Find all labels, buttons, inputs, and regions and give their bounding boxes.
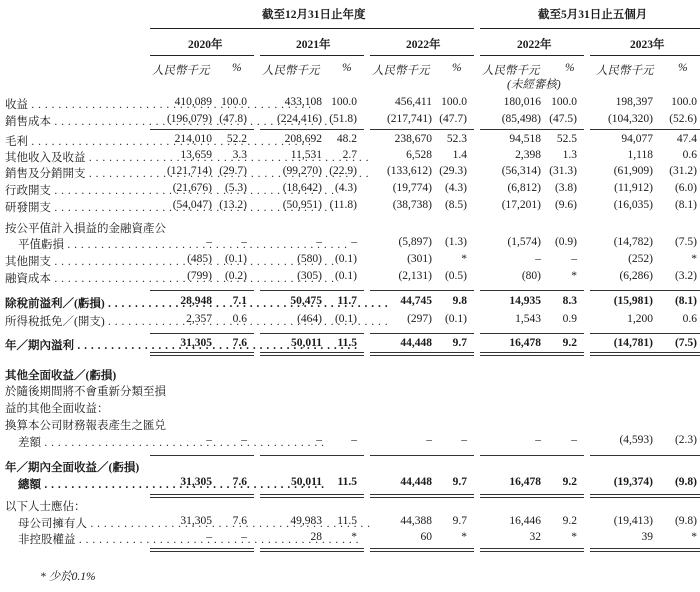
percent-cell: (0.1)	[444, 313, 467, 325]
amount-cell: 180,016	[503, 96, 541, 108]
amount-cell: (99,270)	[282, 165, 322, 177]
percent-cell: 9.2	[562, 515, 577, 527]
percent-cell: (3.8)	[554, 182, 577, 194]
percent-cell: 9.7	[452, 337, 467, 349]
percent-cell: (0.1)	[334, 270, 357, 282]
double-rule-profit	[590, 352, 700, 356]
rule-after-cost	[260, 129, 364, 130]
pct-label: %	[452, 62, 462, 74]
amount-cell: (580)	[297, 253, 322, 265]
amount-cell: (217,741)	[386, 113, 432, 125]
rule-after-cost	[480, 129, 584, 130]
amount-cell: 214,010	[174, 133, 212, 145]
pct-label: %	[678, 62, 688, 74]
double-rule-total	[480, 494, 584, 498]
amount-cell: 32	[529, 531, 541, 543]
double-rule-attrib	[590, 548, 700, 552]
rule-before-total	[260, 455, 364, 456]
percent-cell: 7.6	[232, 476, 247, 488]
amount-cell: 31,305	[180, 337, 212, 349]
amount-cell: (297)	[407, 313, 432, 325]
amount-cell: (6,286)	[619, 270, 653, 282]
row-label: 平值虧損 . . .	[18, 236, 138, 252]
year-underline-3	[370, 55, 474, 56]
percent-cell: *	[691, 253, 697, 265]
percent-cell: (2.3)	[674, 434, 697, 446]
percent-cell: 0.6	[682, 149, 697, 161]
rule-before-profit	[260, 333, 364, 334]
amount-cell: (85,498)	[501, 113, 541, 125]
pct-label: %	[232, 62, 242, 74]
double-rule-profit	[480, 352, 584, 356]
double-rule-profit	[150, 352, 254, 356]
rule-before-total	[370, 455, 474, 456]
percent-cell: (1.3)	[444, 236, 467, 248]
amount-cell: (485)	[187, 253, 212, 265]
amount-cell: (4,593)	[619, 434, 653, 446]
amount-cell: 16,478	[509, 476, 541, 488]
amount-cell: 2,398	[515, 149, 541, 161]
percent-cell: (52.6)	[669, 113, 697, 125]
amount-cell: 50,011	[291, 476, 322, 488]
percent-cell: (8.5)	[444, 199, 467, 211]
amount-cell: (56,314)	[501, 165, 541, 177]
percent-cell: (0.2)	[224, 270, 247, 282]
row-label: 於隨後期間將不會重新分類至損	[5, 386, 166, 398]
percent-cell: (31.3)	[549, 165, 577, 177]
percent-cell: (13.2)	[219, 199, 247, 211]
amount-cell: 1,543	[515, 313, 541, 325]
percent-cell: (5.3)	[224, 182, 247, 194]
percent-cell: (31.2)	[669, 165, 697, 177]
amount-cell: 28	[310, 531, 322, 543]
row-label: 益的其他全面收益：	[5, 403, 109, 415]
unit-label: 人民幣千元	[262, 65, 320, 77]
amount-cell: 28,948	[180, 295, 212, 307]
percent-cell: (0.5)	[444, 270, 467, 282]
amount-cell: (18,642)	[282, 182, 322, 194]
percent-cell: 1.4	[452, 149, 467, 161]
percent-cell: –	[241, 434, 247, 446]
unit-label: 人民幣千元	[482, 65, 540, 77]
row-label: 年／期內溢利 . . .	[5, 337, 138, 353]
percent-cell: (0.9)	[554, 236, 577, 248]
row-label: 其他開支 . . .	[5, 253, 138, 269]
percent-cell: *	[571, 270, 577, 282]
amount-cell: 2,357	[186, 313, 212, 325]
percent-cell: 0.9	[562, 313, 577, 325]
percent-cell: –	[241, 531, 247, 543]
double-rule-attrib	[370, 548, 474, 552]
rule-before-pbt	[480, 290, 584, 291]
amount-cell: 49,983	[290, 515, 322, 527]
amount-cell: 1,200	[627, 313, 653, 325]
percent-cell: 8.3	[562, 295, 577, 307]
amount-cell: (19,413)	[613, 515, 653, 527]
amount-cell: (464)	[297, 313, 322, 325]
rule-after-cost	[590, 129, 700, 130]
double-rule-attrib	[260, 548, 364, 552]
amount-cell: –	[426, 434, 432, 446]
rule-before-profit	[370, 333, 474, 334]
percent-cell: –	[571, 434, 577, 446]
amount-cell: (54,047)	[172, 199, 212, 211]
amount-cell: (5,897)	[398, 236, 432, 248]
row-label: 銷售成本 . . .	[5, 113, 138, 129]
amount-cell: 44,745	[400, 295, 432, 307]
amount-cell: (11,912)	[614, 182, 653, 194]
rule-before-total	[480, 455, 584, 456]
percent-cell: 100.0	[221, 96, 247, 108]
amount-cell: 16,446	[509, 515, 541, 527]
group-title-five-months: 截至5月31日止五個月	[538, 9, 648, 21]
amount-cell: 94,518	[509, 133, 541, 145]
unit-label: 人民幣千元	[372, 65, 430, 77]
amount-cell: (14,782)	[613, 236, 653, 248]
pct-label: %	[565, 62, 575, 74]
percent-cell: 3.3	[232, 149, 247, 161]
double-rule-total	[260, 494, 364, 498]
percent-cell: *	[571, 531, 577, 543]
percent-cell: 2.7	[342, 149, 357, 161]
amount-cell: 94,077	[621, 133, 653, 145]
percent-cell: 9.2	[562, 337, 577, 349]
percent-cell: (7.5)	[674, 236, 697, 248]
amount-cell: 238,670	[394, 133, 432, 145]
percent-cell: (0.1)	[224, 253, 247, 265]
percent-cell: (47.7)	[439, 113, 467, 125]
amount-cell: –	[206, 434, 212, 446]
row-label: 非控股權益 . . .	[18, 531, 138, 547]
percent-cell: 11.5	[337, 476, 357, 488]
rule-after-cost	[150, 129, 254, 130]
amount-cell: 50,475	[290, 295, 322, 307]
rule-before-pbt	[260, 290, 364, 291]
percent-cell: 11.5	[337, 515, 357, 527]
year-header-2021: 2021年	[296, 39, 331, 51]
percent-cell: (9.8)	[674, 515, 697, 527]
rule-after-cost	[370, 129, 474, 130]
row-label: 毛利 . . .	[5, 133, 138, 149]
amount-cell: 60	[420, 531, 432, 543]
amount-cell: 1,118	[627, 149, 653, 161]
row-label: 所得稅抵免／(開支) . . .	[5, 313, 138, 329]
row-label: 按公平值計入損益的金融資產公	[5, 223, 166, 235]
row-label: 除稅前溢利／(虧損) . . .	[5, 295, 138, 311]
amount-cell: (799)	[187, 270, 212, 282]
row-label: 銷售及分銷開支 . . .	[5, 165, 138, 181]
amount-cell: (196,079)	[166, 113, 212, 125]
percent-cell: 47.4	[676, 133, 697, 145]
year-header-2023-5m: 2023年	[630, 39, 665, 51]
amount-cell: (301)	[407, 253, 432, 265]
percent-cell: 9.2	[562, 476, 577, 488]
percent-cell: *	[691, 531, 697, 543]
amount-cell: (14,781)	[613, 337, 653, 349]
rule-before-total	[150, 455, 254, 456]
percent-cell: –	[351, 236, 357, 248]
year-header-2022: 2022年	[406, 39, 441, 51]
percent-cell: –	[351, 434, 357, 446]
row-label: 融資成本 . . .	[5, 270, 138, 286]
row-label: 差額 . . .	[18, 434, 138, 450]
year-header-2022-5m: 2022年	[517, 39, 552, 51]
percent-cell: (9.8)	[674, 476, 697, 488]
percent-cell: (7.5)	[674, 337, 697, 349]
percent-cell: –	[461, 434, 467, 446]
percent-cell: 0.6	[232, 313, 247, 325]
amount-cell: (2,131)	[398, 270, 432, 282]
amount-cell: 6,528	[406, 149, 432, 161]
footnote: * 少於0.1%	[40, 571, 96, 583]
amount-cell: 39	[641, 531, 653, 543]
percent-cell: (3.2)	[674, 270, 697, 282]
amount-cell: (21,676)	[172, 182, 212, 194]
amount-cell: 208,692	[284, 133, 322, 145]
percent-cell: (9.6)	[554, 199, 577, 211]
unit-label: 人民幣千元	[596, 65, 654, 77]
amount-cell: (19,774)	[392, 182, 432, 194]
percent-cell: (0.1)	[334, 253, 357, 265]
double-rule-total	[370, 494, 474, 498]
row-label: 其他全面收益／(虧損)	[5, 370, 117, 382]
percent-cell: 100.0	[551, 96, 577, 108]
double-rule-total	[590, 494, 700, 498]
percent-cell: (6.0)	[674, 182, 697, 194]
row-label: 母公司擁有人 . . .	[18, 515, 138, 531]
year-underline-5	[590, 55, 700, 56]
amount-cell: (16,035)	[613, 199, 653, 211]
amount-cell: (17,201)	[501, 199, 541, 211]
double-rule-profit	[260, 352, 364, 356]
double-rule-total	[150, 494, 254, 498]
percent-cell: 52.5	[556, 133, 577, 145]
year-underline-1	[150, 55, 254, 56]
percent-cell: 11.7	[337, 295, 357, 307]
percent-cell: 9.7	[452, 476, 467, 488]
rule-before-pbt	[150, 290, 254, 291]
amount-cell: –	[316, 434, 322, 446]
amount-cell: –	[535, 253, 541, 265]
percent-cell: (8.1)	[674, 199, 697, 211]
year-underline-2	[260, 55, 364, 56]
rule-before-pbt	[590, 290, 700, 291]
percent-cell: (29.7)	[219, 165, 247, 177]
percent-cell: –	[241, 236, 247, 248]
amount-cell: (6,812)	[507, 182, 541, 194]
percent-cell: 52.2	[226, 133, 247, 145]
percent-cell: (47.8)	[219, 113, 247, 125]
rule-before-profit	[150, 333, 254, 334]
amount-cell: (50,951)	[282, 199, 322, 211]
percent-cell: 52.3	[446, 133, 467, 145]
percent-cell: (11.8)	[329, 199, 357, 211]
amount-cell: 198,397	[615, 96, 653, 108]
percent-cell: (8.1)	[674, 295, 697, 307]
percent-cell: 9.7	[452, 515, 467, 527]
double-rule-profit	[370, 352, 474, 356]
amount-cell: 456,411	[395, 96, 432, 108]
amount-cell: 50,011	[291, 337, 322, 349]
amount-cell: 16,478	[509, 337, 541, 349]
amount-cell: 433,108	[284, 96, 322, 108]
amount-cell: (133,612)	[386, 165, 432, 177]
unaudited-note: (未經審核)	[507, 79, 561, 91]
amount-cell: 410,089	[174, 96, 212, 108]
amount-cell: 31,305	[180, 515, 212, 527]
row-label: 研發開支 . . .	[5, 199, 138, 215]
amount-cell: 44,448	[400, 476, 432, 488]
percent-cell: (0.1)	[334, 313, 357, 325]
rule-before-pbt	[370, 290, 474, 291]
unit-label: 人民幣千元	[152, 65, 210, 77]
group-underline-1	[150, 28, 474, 29]
amount-cell: (305)	[297, 270, 322, 282]
year-underline-4	[480, 55, 584, 56]
amount-cell: (80)	[521, 270, 541, 282]
amount-cell: 44,388	[400, 515, 432, 527]
row-label: 其他收入及收益 . . .	[5, 149, 138, 165]
pct-label: %	[342, 62, 352, 74]
rule-before-profit	[480, 333, 584, 334]
year-header-2020: 2020年	[188, 39, 223, 51]
percent-cell: (4.3)	[444, 182, 467, 194]
percent-cell: 100.0	[671, 96, 697, 108]
percent-cell: 100.0	[441, 96, 467, 108]
percent-cell: (47.5)	[549, 113, 577, 125]
amount-cell: (252)	[628, 253, 653, 265]
group-underline-2	[480, 28, 700, 29]
percent-cell: 7.6	[232, 515, 247, 527]
amount-cell: (38,738)	[392, 199, 432, 211]
double-rule-attrib	[480, 548, 584, 552]
amount-cell: –	[206, 236, 212, 248]
amount-cell: (121,714)	[166, 165, 212, 177]
percent-cell: 1.3	[562, 149, 577, 161]
amount-cell: (104,320)	[607, 113, 653, 125]
row-label: 以下人士應佔：	[5, 501, 86, 513]
percent-cell: (4.3)	[334, 182, 357, 194]
amount-cell: –	[535, 434, 541, 446]
rule-before-total	[590, 455, 700, 456]
double-rule-attrib	[150, 548, 254, 552]
percent-cell: 48.2	[336, 133, 357, 145]
row-label: 換算本公司財務報表產生之匯兑	[5, 420, 166, 432]
amount-cell: –	[316, 236, 322, 248]
percent-cell: 100.0	[331, 96, 357, 108]
amount-cell: (224,416)	[276, 113, 322, 125]
percent-cell: (22.9)	[329, 165, 357, 177]
percent-cell: 0.6	[682, 313, 697, 325]
amount-cell: (19,374)	[613, 476, 653, 488]
row-label: 總額 . . .	[18, 476, 138, 492]
amount-cell: 44,448	[400, 337, 432, 349]
percent-cell: *	[461, 531, 467, 543]
percent-cell: –	[571, 253, 577, 265]
amount-cell: (15,981)	[613, 295, 653, 307]
percent-cell: (29.3)	[439, 165, 467, 177]
group-title-year-ended: 截至12月31日止年度	[262, 9, 366, 21]
percent-cell: 9.8	[452, 295, 467, 307]
amount-cell: (61,909)	[613, 165, 653, 177]
percent-cell: *	[461, 253, 467, 265]
amount-cell: 11,531	[290, 149, 322, 161]
amount-cell: 31,305	[180, 476, 212, 488]
amount-cell: 13,659	[180, 149, 212, 161]
amount-cell: (1,574)	[507, 236, 541, 248]
percent-cell: *	[351, 531, 357, 543]
row-label: 收益 . . .	[5, 96, 138, 112]
percent-cell: (51.8)	[329, 113, 357, 125]
percent-cell: 11.5	[337, 337, 357, 349]
percent-cell: 7.6	[232, 337, 247, 349]
rule-before-profit	[590, 333, 700, 334]
row-label: 年／期內全面收益／(虧損)	[5, 462, 140, 474]
percent-cell: 7.1	[232, 295, 247, 307]
row-label: 行政開支 . . .	[5, 182, 138, 198]
amount-cell: –	[206, 531, 212, 543]
amount-cell: 14,935	[509, 295, 541, 307]
